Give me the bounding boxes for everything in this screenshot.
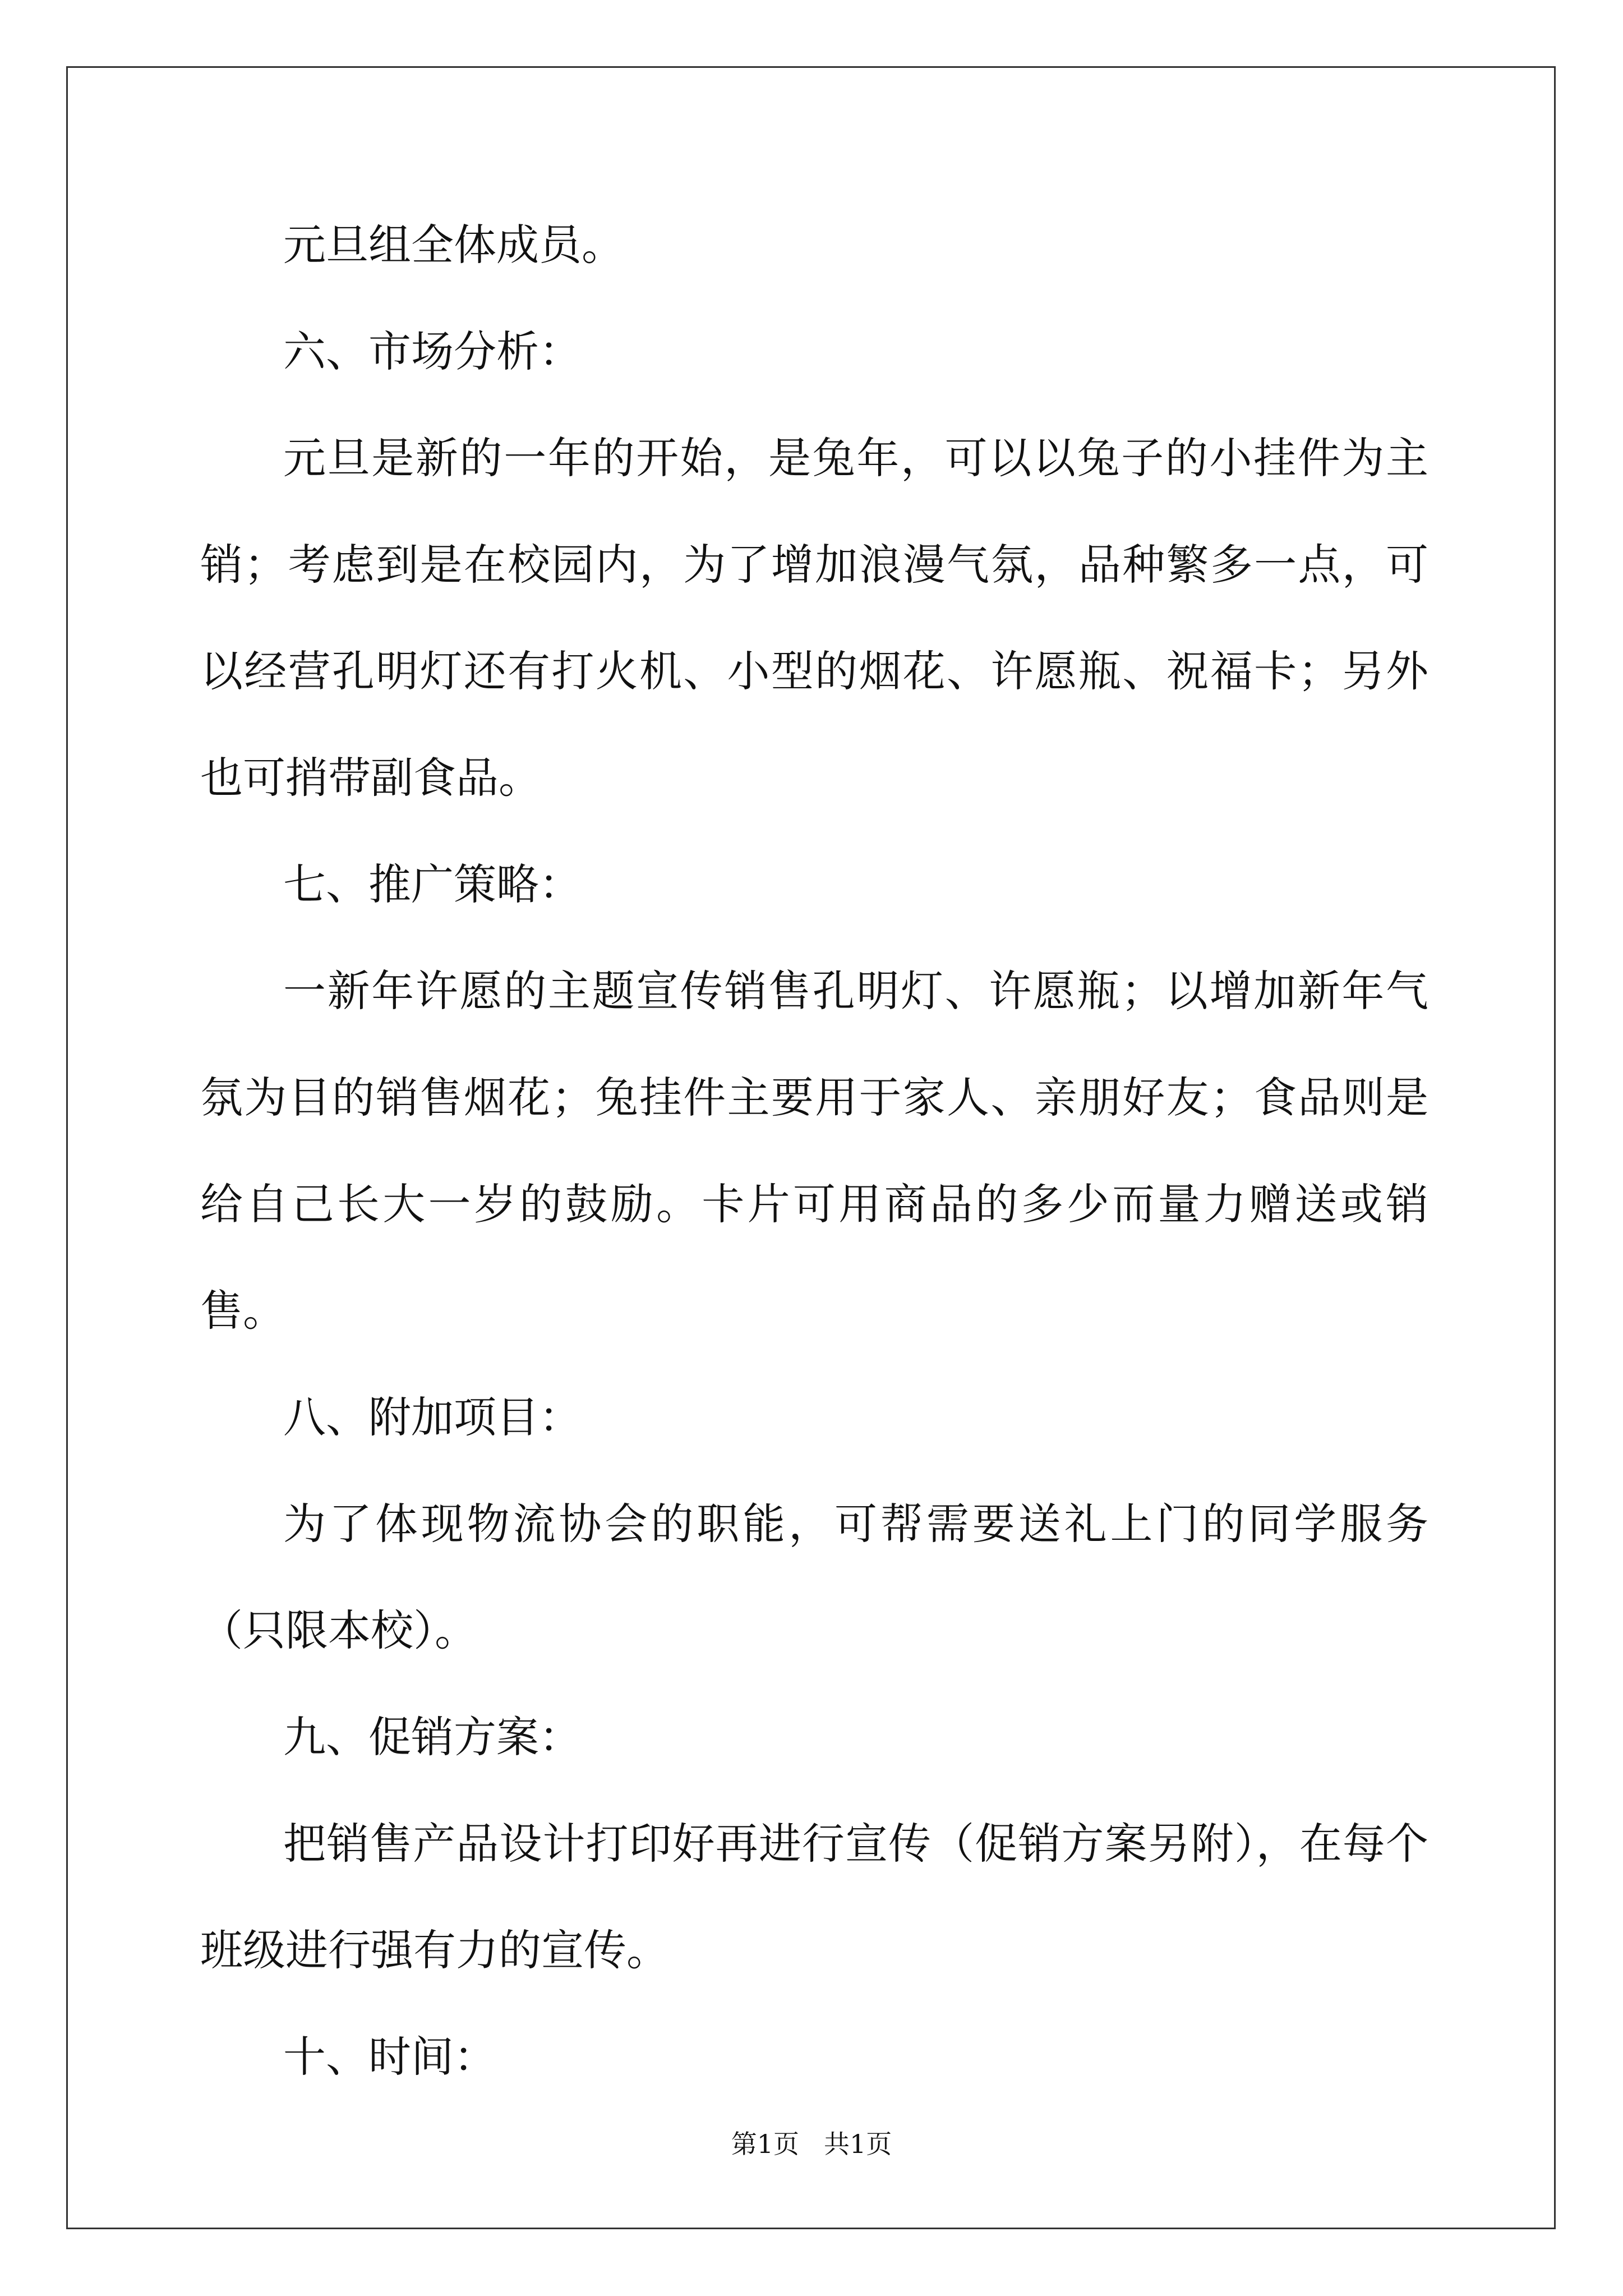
- page-total: 共1页: [823, 2129, 892, 2159]
- heading-market-analysis: 六、市场分析：: [283, 326, 582, 376]
- paragraph-members: 元旦组全体成员。: [283, 220, 624, 270]
- paragraph-promotion-strategy: 一新年许愿的主题宣传销售孔明灯、许愿瓶；以增加新年气氛为目的销售烟花；兔挂件主要用于家人、亲朋好友；食品则是给自己长大一岁的鼓励。卡片可用商品的多少而量力赠送或销售。: [200, 966, 1428, 1336]
- heading-promotion-strategy: 七、推广策略：: [283, 859, 582, 909]
- footer-spacer: [799, 2129, 824, 2159]
- heading-promotion-plan: 九、促销方案：: [283, 1712, 582, 1762]
- page-number: 第1页: [731, 2129, 800, 2159]
- paragraph-additional-items: 为了体现物流协会的职能，可帮需要送礼上门的同学服务（只限本校）。: [200, 1499, 1428, 1655]
- heading-additional-items: 八、附加项目：: [283, 1392, 582, 1442]
- page-footer: [0, 2127, 1623, 2161]
- paragraph-market-analysis: 元旦是新的一年的开始，是兔年，可以以兔子的小挂件为主销；考虑到是在校园内，为了增加浪漫气氛，品种繁多一点，可以经营孔明灯还有打火机、小型的烟花、许愿瓶、祝福卡；另外也可捎带副食品。: [200, 433, 1428, 803]
- paragraph-promotion-plan: 把销售产品设计打印好再进行宣传（促销方案另附），在每个班级进行强有力的宣传。: [200, 1819, 1428, 1975]
- heading-time: 十、时间：: [283, 2032, 496, 2082]
- document-body: [200, 192, 1428, 2110]
